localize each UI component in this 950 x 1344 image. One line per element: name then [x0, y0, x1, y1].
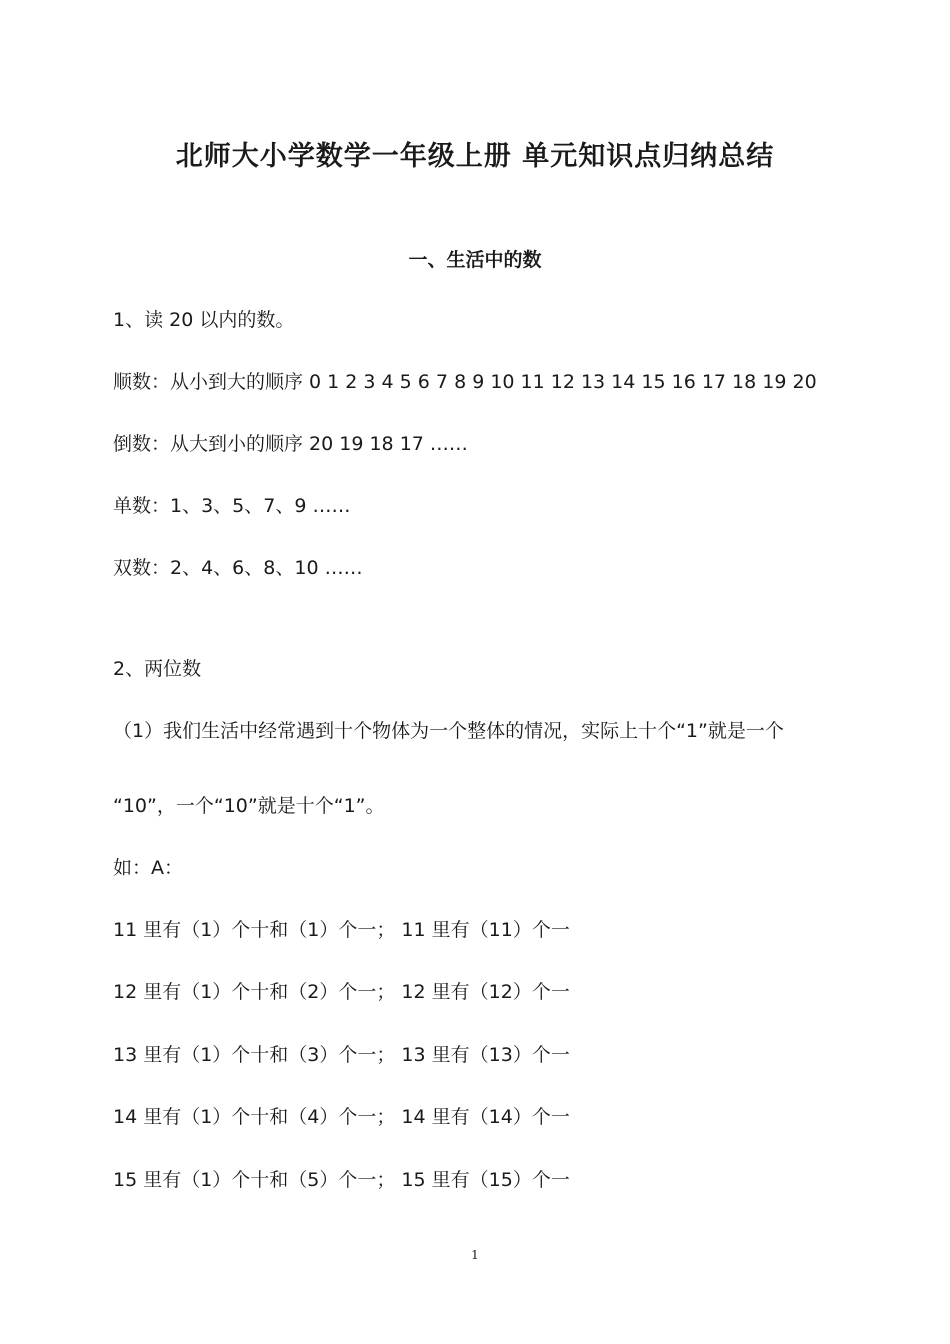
- odd-numbers-line: 单数：1、3、5、7、9 ……: [113, 495, 351, 517]
- page-title: 北师大小学数学一年级上册 单元知识点归纳总结: [175, 141, 775, 172]
- item-1-title: 1、读 20 以内的数。: [113, 309, 295, 331]
- example-line: 15 里有（1）个十和（5）个一； 15 里有（15）个一: [113, 1169, 570, 1191]
- section-heading: 一、生活中的数: [408, 249, 542, 271]
- item-2-title: 2、两位数: [113, 658, 202, 680]
- paragraph-line-2: “10”，一个“10”就是十个“1”。: [113, 795, 385, 817]
- paragraph-line-1: （1）我们生活中经常遇到十个物体为一个整体的情况，实际上十个“1”就是一个: [113, 720, 784, 742]
- example-line: 11 里有（1）个十和（1）个一； 11 里有（11）个一: [113, 919, 570, 941]
- backward-order-line: 倒数：从大到小的顺序 20 19 18 17 ……: [113, 433, 468, 455]
- example-label: 如：A：: [113, 857, 183, 879]
- forward-order-line: 顺数：从小到大的顺序 0 1 2 3 4 5 6 7 8 9 10 11 12 13 14 15 16 17 18 19 20: [113, 371, 817, 393]
- example-line: 13 里有（1）个十和（3）个一； 13 里有（13）个一: [113, 1044, 570, 1066]
- example-line: 14 里有（1）个十和（4）个一； 14 里有（14）个一: [113, 1106, 570, 1128]
- page-number: 1: [471, 1248, 479, 1262]
- even-numbers-line: 双数：2、4、6、8、10 ……: [113, 557, 363, 579]
- example-line: 12 里有（1）个十和（2）个一； 12 里有（12）个一: [113, 981, 570, 1003]
